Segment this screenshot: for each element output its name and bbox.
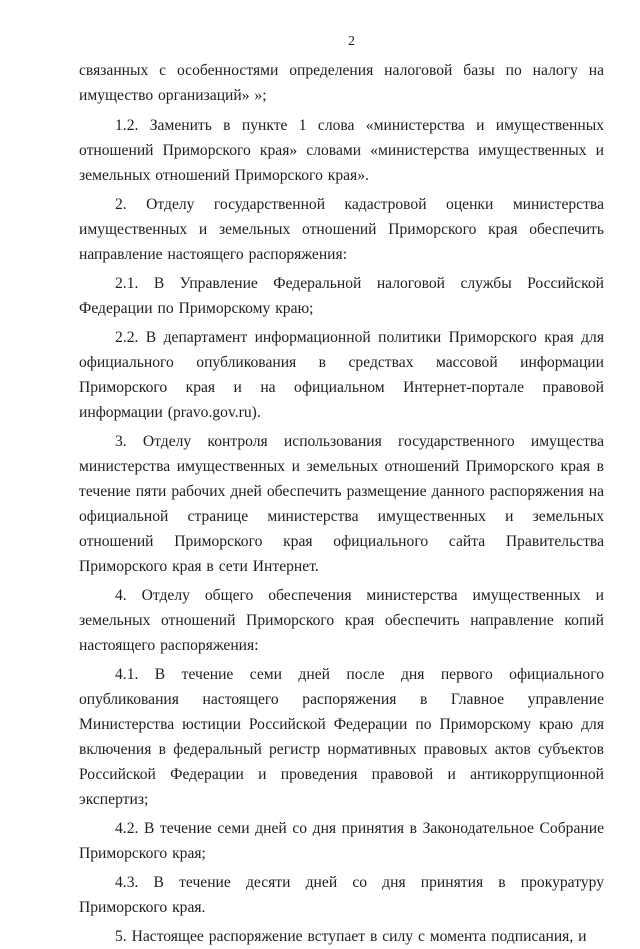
paragraph-4: 4. Отделу общего обеспечения министерства имущественных и земельных отношений Приморского края обеспечить направление копий настоящего распоряжения: [79,587,604,654]
paragraph-3: 3. Отделу контроля использования государственного имущества министерства имущественных и земельных отношений Приморского края в течение пяти рабочих дней обеспечить размещение данного распоряжения на официальной странице министерства имущественных и земельных отношений Приморского края официального сайта Правительства Приморского края в сети Интернет. [79,433,604,575]
paragraph-5: 5. Настоящее распоряжение вступает в силу с момента подписания, и [115,928,587,945]
paragraph-2: 2. Отделу государственной кадастровой оценки министерства имущественных и земельных отношений Приморского края обеспечить направление настоящего распоряжения: [79,196,604,263]
paragraph-4-2: 4.2. В течение семи дней со дня принятия в Законодательное Собрание Приморского края; [79,820,604,862]
paragraph-2-2: 2.2. В департамент информационной политики Приморского края для официального опубликования в средствах массовой информации Приморского края и на официальном Интернет-портале правовой информации (pravo.gov.ru). [79,329,604,421]
paragraph-continuation: связанных с особенностями определения налоговой базы по налогу на имущество организаций» »; [79,62,604,104]
paragraph-1-2: 1.2. Заменить в пункте 1 слова «министерства и имущественных отношений Приморского края» словами «министерства имущественных и земельных отношений Приморского края». [79,117,604,184]
page-number: 2 [348,34,355,49]
paragraph-4-3: 4.3. В течение десяти дней со дня принятия в прокуратуру Приморского края. [79,874,604,916]
paragraph-2-1: 2.1. В Управление Федеральной налоговой службы Российской Федерации по Приморскому краю; [79,275,604,317]
paragraph-4-1: 4.1. В течение семи дней после дня первого официального опубликования настоящего распоряжения в Главное управление Министерства юстиции Российской Федерации по Приморскому краю для включения в федеральный регистр нормативных правовых актов субъектов Российской Федерации и проведения правовой и антикоррупционной экспертиз; [79,666,604,808]
